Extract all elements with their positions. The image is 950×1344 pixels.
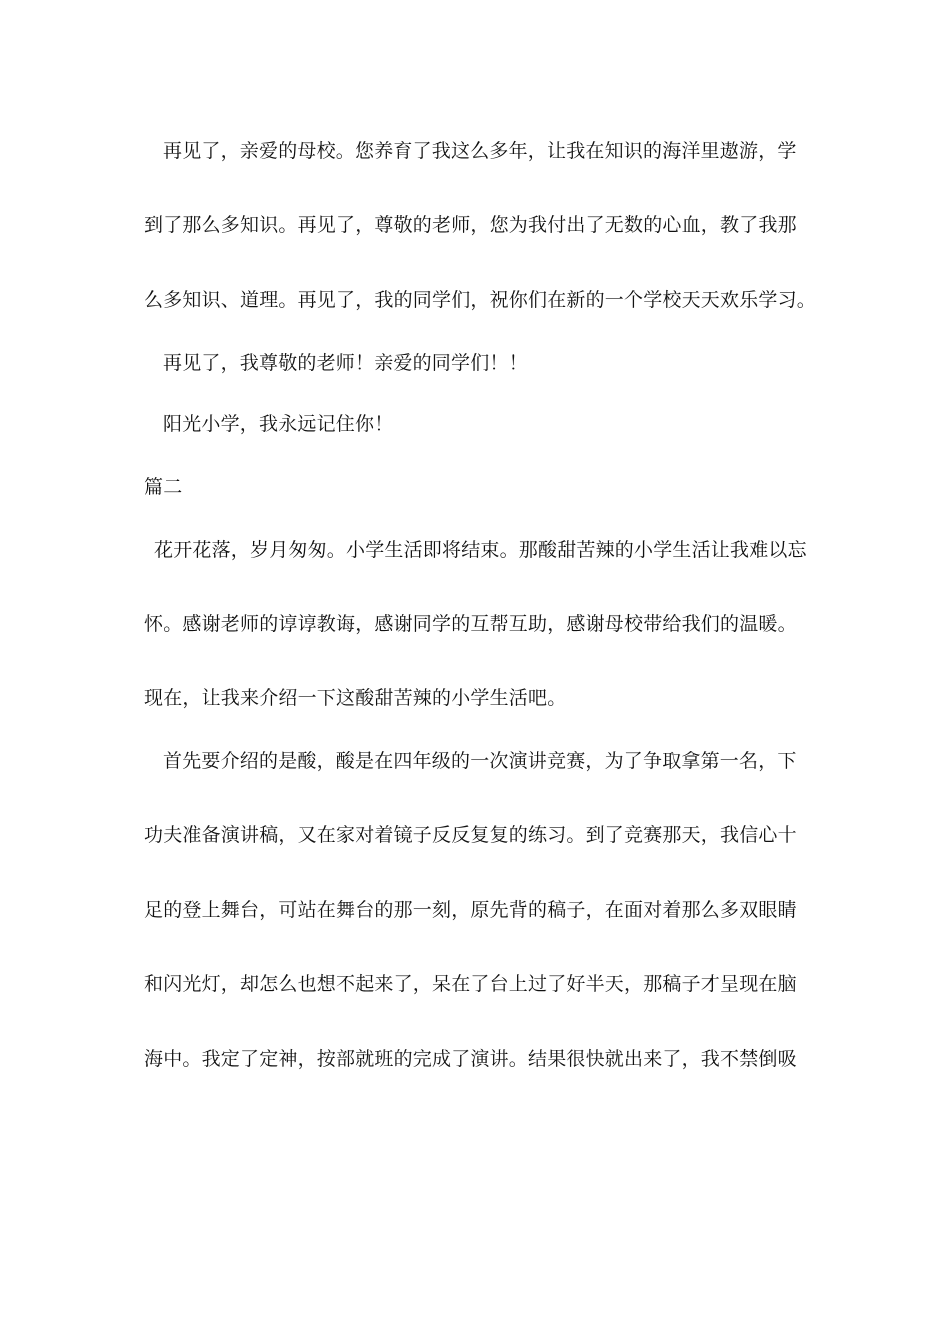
paragraph-line: 么多知识、道理。再见了，我的同学们，祝你们在新的一个学校天天欢乐学习。 (144, 289, 817, 311)
paragraph-line: 足的登上舞台，可站在舞台的那一刻，原先背的稿子，在面对着那么多双眼睛 (144, 899, 797, 921)
paragraph-line: 怀。感谢老师的谆谆教诲，感谢同学的互帮互助，感谢母校带给我们的温暖。 (144, 613, 797, 635)
paragraph-line: 到了那么多知识。再见了，尊敬的老师，您为我付出了无数的心血，教了我那 (144, 214, 797, 236)
paragraph-line: 和闪光灯，却怎么也想不起来了，呆在了台上过了好半天，那稿子才呈现在脑 (144, 973, 797, 995)
paragraph-line: 首先要介绍的是酸，酸是在四年级的一次演讲竞赛，为了争取拿第一名，下 (163, 750, 797, 772)
paragraph-line: 阳光小学，我永远记住你！ (163, 413, 394, 435)
paragraph-line: 再见了，亲爱的母校。您养育了我这么多年，让我在知识的海洋里遨游，学 (163, 140, 797, 162)
paragraph-line: 花开花落，岁月匆匆。小学生活即将结束。那酸甜苦辣的小学生活让我难以忘 (154, 539, 807, 561)
paragraph-line: 再见了，我尊敬的老师！亲爱的同学们！！ (163, 352, 528, 374)
paragraph-line: 功夫准备演讲稿，又在家对着镜子反反复复的练习。到了竞赛那天，我信心十 (144, 824, 797, 846)
paragraph-line: 现在，让我来介绍一下这酸甜苦辣的小学生活吧。 (144, 687, 567, 709)
paragraph-line: 海中。我定了定神，按部就班的完成了演讲。结果很快就出来了，我不禁倒吸 (144, 1048, 797, 1070)
section-heading: 篇二 (144, 476, 183, 498)
